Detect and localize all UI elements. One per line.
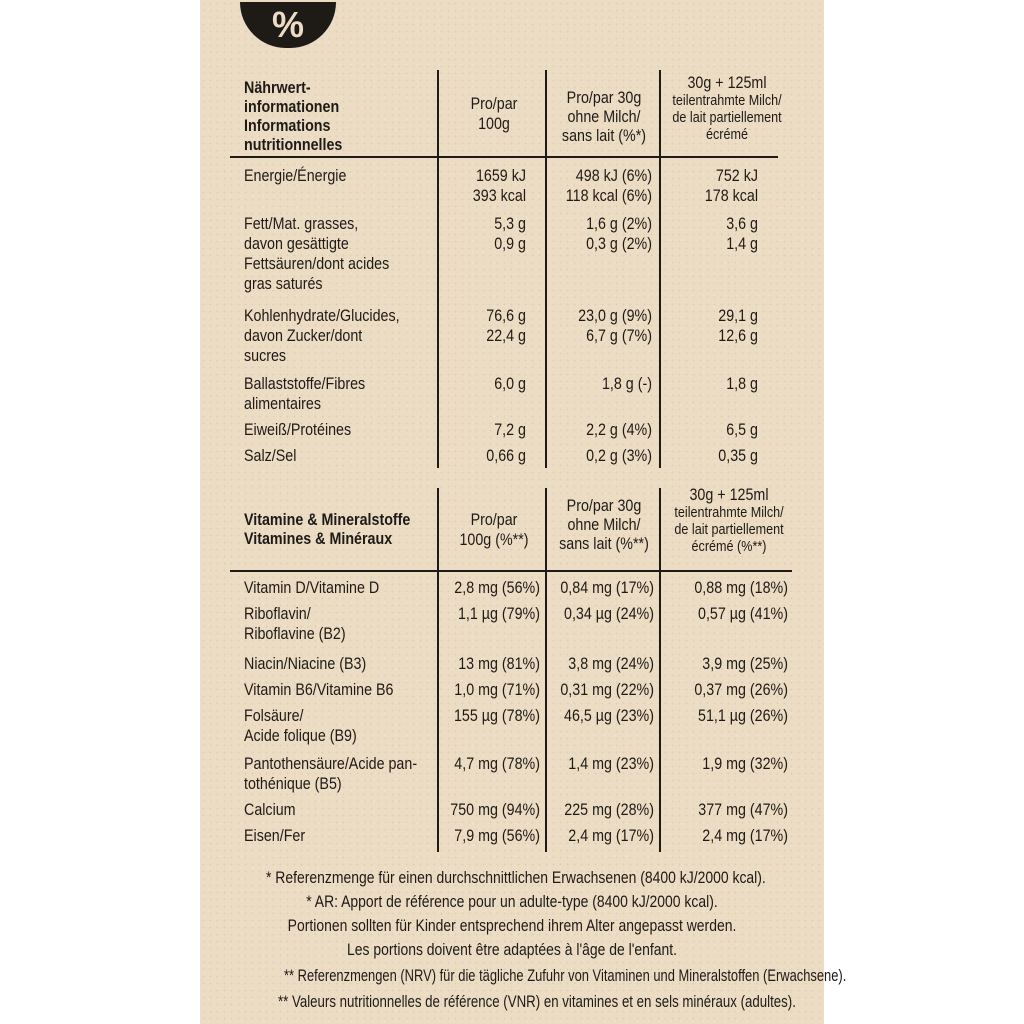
row-label: Eiweiß/Protéines (244, 420, 352, 439)
vitamins-header-col3: 30g + 125ml teilentrahmte Milch/ de lait partiellement écrémé (%**) (674, 485, 784, 555)
nutrition-divider-3 (659, 70, 661, 468)
row-value-milk: 0,37 mg (26%) (694, 680, 788, 699)
row-value-milk: 0,57 µg (41%) (698, 604, 788, 623)
row-value-100g: 1659 kJ 393 kcal (472, 166, 526, 205)
row-label: Vitamin D/Vitamine D (244, 578, 380, 597)
row-value-30g: 1,8 g (-) (601, 374, 652, 393)
vitamins-header-rule (230, 570, 792, 572)
row-value-30g: 46,5 µg (23%) (564, 706, 654, 725)
footnote-portions-de: Portionen sollten für Kinder entsprechend ihrem Alter angepasst werden. (287, 916, 737, 935)
row-label: Energie/Énergie (244, 166, 347, 185)
row-value-100g: 750 mg (94%) (450, 800, 540, 819)
row-value-milk: 377 mg (47%) (698, 800, 788, 819)
vitamins-header-label: Vitamine & Mineralstoffe Vitamines & Minéraux (244, 510, 411, 548)
row-value-100g: 76,6 g 22,4 g (486, 306, 526, 345)
row-value-30g: 2,2 g (4%) (586, 420, 652, 439)
row-value-100g: 7,2 g (494, 420, 526, 439)
nutrition-header-col2: Pro/par 30g ohne Milch/ sans lait (%*) (561, 88, 647, 145)
row-label: Calcium (244, 800, 296, 819)
row-value-30g: 1,6 g (2%) 0,3 g (2%) (586, 214, 652, 253)
row-label: Folsäure/ Acide folique (B9) (244, 706, 357, 745)
row-label: Niacin/Niacine (B3) (244, 654, 367, 673)
footnote-reference-fr: * AR: Apport de référence pour un adulte-type (8400 kJ/2000 kcal). (306, 892, 718, 911)
row-value-milk: 29,1 g 12,6 g (718, 306, 758, 345)
footnote-portions-fr: Les portions doivent être adaptées à l'âge de l'enfant. (346, 940, 678, 959)
row-value-100g: 1,0 mg (71%) (454, 680, 540, 699)
row-label: Riboflavin/ Riboflavine (B2) (244, 604, 346, 643)
row-value-30g: 498 kJ (6%) 118 kcal (6%) (565, 166, 652, 205)
row-value-30g: 2,4 mg (17%) (568, 826, 654, 845)
row-value-milk: 1,8 g (726, 374, 758, 393)
vitamins-divider-2 (545, 488, 547, 852)
row-label: Eisen/Fer (244, 826, 306, 845)
row-value-100g: 6,0 g (494, 374, 526, 393)
row-value-30g: 0,31 mg (22%) (560, 680, 654, 699)
row-value-100g: 5,3 g 0,9 g (494, 214, 526, 253)
row-value-100g: 7,9 mg (56%) (454, 826, 540, 845)
vitamins-header-col2: Pro/par 30g ohne Milch/ sans lait (%**) (559, 496, 649, 553)
nutrition-header-col1: Pro/par 100g (470, 94, 518, 133)
nutrition-header-col3: 30g + 125ml teilentrahmte Milch/ de lait partiellement écrémé (672, 73, 782, 143)
row-value-30g: 1,4 mg (23%) (568, 754, 654, 773)
row-value-30g: 0,34 µg (24%) (564, 604, 654, 623)
row-value-100g: 155 µg (78%) (453, 706, 540, 725)
row-value-milk: 0,35 g (718, 446, 758, 465)
vitamins-header-col1: Pro/par 100g (%**) (459, 510, 529, 549)
row-value-30g: 3,8 mg (24%) (568, 654, 654, 673)
row-value-milk: 2,4 mg (17%) (702, 826, 788, 845)
row-label: Pantothensäure/Acide pan- tothénique (B5) (244, 754, 418, 793)
row-value-30g: 225 mg (28%) (564, 800, 654, 819)
row-label: Vitamin B6/Vitamine B6 (244, 680, 394, 699)
nutrition-divider-1 (437, 70, 439, 468)
row-label: Kohlenhydrate/Glucides, davon Zucker/dont sucres (244, 306, 400, 365)
row-value-milk: 752 kJ 178 kcal (704, 166, 758, 205)
row-value-30g: 23,0 g (9%) 6,7 g (7%) (578, 306, 652, 345)
row-value-100g: 13 mg (81%) (458, 654, 540, 673)
row-value-milk: 1,9 mg (32%) (702, 754, 788, 773)
row-value-30g: 0,2 g (3%) (586, 446, 652, 465)
row-value-100g: 2,8 mg (56%) (454, 578, 540, 597)
row-label: Salz/Sel (244, 446, 297, 465)
footnote-nrv-fr: ** Valeurs nutritionnelles de référence (VNR) en vitamines et en sels minéraux (adultes). (278, 992, 796, 1011)
row-label: Fett/Mat. grasses, davon gesättigte Fettsäuren/dont acides gras saturés (244, 214, 390, 293)
row-value-100g: 1,1 µg (79%) (457, 604, 540, 623)
row-value-milk: 3,9 mg (25%) (702, 654, 788, 673)
nutrition-header-label: Nährwert- informationen Informations nutritionnelles (244, 78, 343, 154)
row-label: Ballaststoffe/Fibres alimentaires (244, 374, 366, 413)
row-value-100g: 0,66 g (486, 446, 526, 465)
footnote-reference-de: * Referenzmenge für einen durchschnittlichen Erwachsenen (8400 kJ/2000 kcal). (266, 868, 766, 887)
nutrition-divider-2 (545, 70, 547, 468)
nutrition-header-rule (230, 156, 778, 158)
row-value-milk: 6,5 g (726, 420, 758, 439)
footnote-nrv-de: ** Referenzmengen (NRV) für die tägliche Zufuhr von Vitaminen und Mineralstoffen (Erwachsene). (284, 966, 847, 985)
percent-bowl-icon: % (240, 2, 336, 48)
row-value-milk: 0,88 mg (18%) (694, 578, 788, 597)
vitamins-divider-3 (659, 488, 661, 852)
row-value-30g: 0,84 mg (17%) (560, 578, 654, 597)
row-value-milk: 51,1 µg (26%) (698, 706, 788, 725)
row-value-100g: 4,7 mg (78%) (454, 754, 540, 773)
row-value-milk: 3,6 g 1,4 g (726, 214, 758, 253)
